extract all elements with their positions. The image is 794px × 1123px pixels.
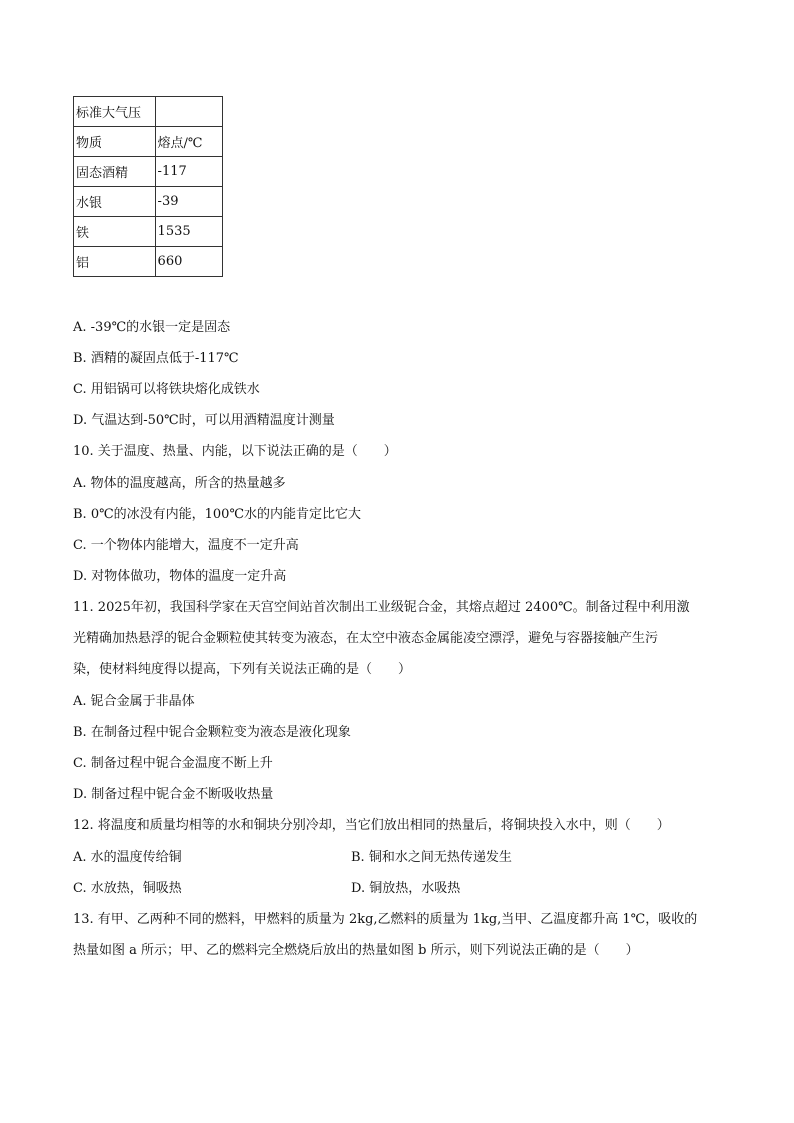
table-cell: -39 — [155, 187, 222, 217]
q11-option-c: C. 制备过程中铌合金温度不断上升 — [73, 756, 273, 771]
q11-stem-line-1: 11. 2025年初，我国科学家在天宫空间站首次制出工业级铌合金，其熔点超过 2400℃。制备过程中利用激 — [73, 600, 690, 615]
q11-stem-line-3: 染，使材料纯度得以提高，下列有关说法正确的是（ ） — [73, 662, 412, 677]
q11-option-a: A. 铌合金属于非晶体 — [73, 694, 195, 709]
q9-option-d: D. 气温达到-50℃时，可以用酒精温度计测量 — [73, 413, 335, 428]
table-header-substance: 物质 — [74, 127, 156, 157]
q11-option-d: D. 制备过程中铌合金不断吸收热量 — [73, 787, 274, 802]
q10-option-b: B. 0℃的冰没有内能，100℃水的内能肯定比它大 — [73, 507, 361, 522]
table-row — [74, 157, 223, 187]
q10-stem: 10. 关于温度、热量、内能，以下说法正确的是（ ） — [73, 444, 397, 459]
q9-option-c: C. 用铝锅可以将铁块熔化成铁水 — [73, 382, 260, 397]
q11-option-b: B. 在制备过程中铌合金颗粒变为液态是液化现象 — [73, 725, 351, 740]
q10-option-d: D. 对物体做功，物体的温度一定升高 — [73, 569, 287, 584]
table-cell: 660 — [155, 247, 222, 277]
q13-stem-line-2: 热量如图 a 所示；甲、乙的燃料完全燃烧后放出的热量如图 b 所示，则下列说法正确的是（ ） — [73, 943, 639, 958]
q12-option-a: A. 水的温度传给铜 — [73, 850, 182, 865]
melting-point-table — [73, 96, 223, 277]
q10-option-c: C. 一个物体内能增大，温度不一定升高 — [73, 538, 299, 553]
q12-option-d: D. 铜放热，水吸热 — [351, 881, 461, 896]
q12-stem: 12. 将温度和质量均相等的水和铜块分别冷却，当它们放出相同的热量后，将铜块投入水中，则（ ） — [73, 818, 670, 833]
table-title-blank — [155, 97, 222, 127]
q11-stem-line-2: 光精确加热悬浮的铌合金颗粒使其转变为液态，在太空中液态金属能凌空漂浮，避免与容器接触产生污 — [73, 631, 659, 646]
table-title-cell: 标准大气压 — [74, 97, 156, 127]
q13-stem-line-1: 13. 有甲、乙两种不同的燃料，甲燃料的质量为 2kg,乙燃料的质量为 1kg,当甲、乙温度都升高 1℃，吸收的 — [73, 912, 698, 927]
table-cell: 水银 — [74, 187, 156, 217]
q12-option-c: C. 水放热，铜吸热 — [73, 881, 182, 896]
table-row — [74, 187, 223, 217]
q9-option-a: A. -39℃的水银一定是固态 — [73, 320, 231, 335]
table-cell: -117 — [155, 157, 222, 187]
q9-option-b: B. 酒精的凝固点低于-117℃ — [73, 351, 239, 366]
table-header-melting-point: 熔点/℃ — [155, 127, 222, 157]
table-cell: 铁 — [74, 217, 156, 247]
table-cell: 铝 — [74, 247, 156, 277]
q12-option-b: B. 铜和水之间无热传递发生 — [351, 850, 512, 865]
table-row — [74, 217, 223, 247]
q10-option-a: A. 物体的温度越高，所含的热量越多 — [73, 476, 286, 491]
table-cell: 固态酒精 — [74, 157, 156, 187]
table-row — [74, 247, 223, 277]
table-cell: 1535 — [155, 217, 222, 247]
